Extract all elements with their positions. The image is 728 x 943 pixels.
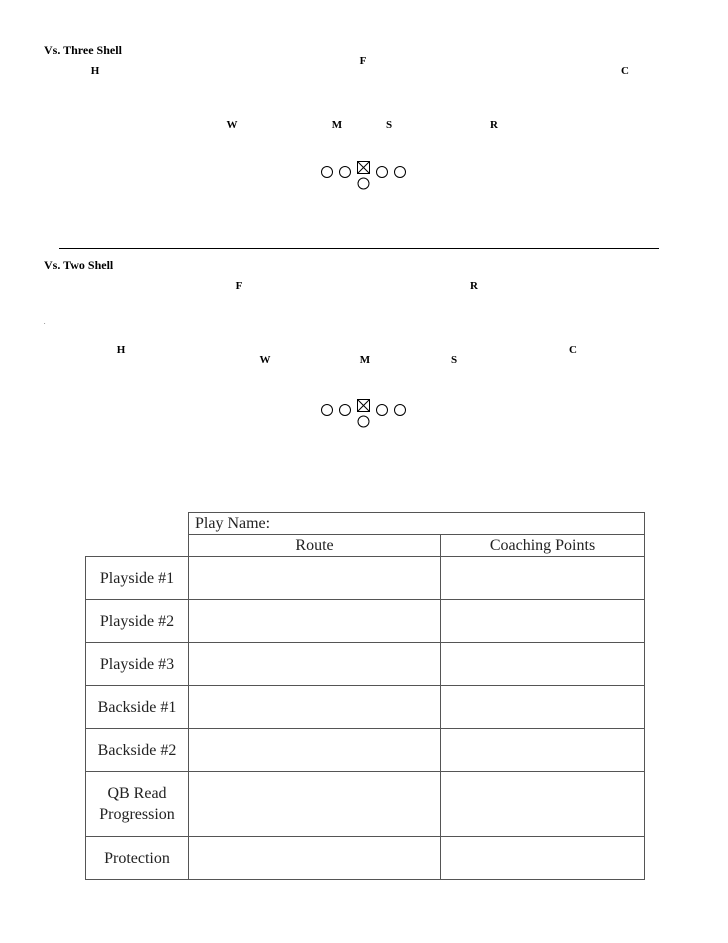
two-shell-f-label: F	[235, 280, 243, 292]
stray-mark: .	[44, 320, 46, 326]
route-column-header: Route	[189, 535, 441, 557]
table-row	[86, 643, 645, 686]
route-cell[interactable]	[189, 729, 441, 772]
coaching-points-cell[interactable]	[441, 772, 645, 837]
two-shell-r-label: R	[470, 280, 478, 292]
row-label-qb-read-progression: QB Read Progression	[86, 772, 189, 837]
play-name-field[interactable]: Play Name:	[189, 513, 645, 535]
quarterback-marker	[358, 178, 369, 189]
coaching-points-cell[interactable]	[441, 729, 645, 772]
three-shell-offensive-formation	[316, 157, 412, 193]
three-shell-w-label: W	[226, 119, 238, 131]
route-cell[interactable]	[189, 557, 441, 600]
three-shell-c-label: C	[621, 65, 629, 77]
row-label-backside-1: Backside #1	[86, 686, 189, 729]
table-row	[86, 686, 645, 729]
left-guard-marker	[340, 405, 351, 416]
row-label-playside-2: Playside #2	[86, 600, 189, 643]
two-shell-offensive-formation	[316, 395, 412, 431]
route-cell[interactable]	[189, 686, 441, 729]
two-shell-h-label: H	[116, 344, 126, 356]
coaching-points-column-header: Coaching Points	[441, 535, 645, 557]
play-name-row	[86, 513, 645, 535]
right-guard-marker	[377, 405, 388, 416]
row-label-playside-1: Playside #1	[86, 557, 189, 600]
route-cell[interactable]	[189, 600, 441, 643]
table-row	[86, 837, 645, 880]
route-cell[interactable]	[189, 837, 441, 880]
left-tackle-marker	[322, 167, 333, 178]
table-row	[86, 600, 645, 643]
two-shell-w-label: W	[259, 354, 271, 366]
center-marker-icon	[358, 162, 370, 174]
row-label-playside-3: Playside #3	[86, 643, 189, 686]
three-shell-s-label: S	[385, 119, 393, 131]
coaching-points-cell[interactable]	[441, 600, 645, 643]
corner-cell	[86, 513, 189, 557]
three-shell-h-label: H	[90, 65, 100, 77]
coaching-points-cell[interactable]	[441, 686, 645, 729]
play-sheet-table	[85, 512, 645, 880]
route-cell[interactable]	[189, 643, 441, 686]
two-shell-s-label: S	[450, 354, 458, 366]
two-shell-heading: Vs. Two Shell	[44, 258, 114, 272]
quarterback-marker	[358, 416, 369, 427]
right-tackle-marker	[395, 167, 406, 178]
center-marker-icon	[358, 400, 370, 412]
two-shell-c-label: C	[569, 344, 577, 356]
route-cell[interactable]	[189, 772, 441, 837]
left-tackle-marker	[322, 405, 333, 416]
coaching-points-cell[interactable]	[441, 643, 645, 686]
three-shell-r-label: R	[490, 119, 498, 131]
table-row	[86, 772, 645, 837]
coaching-points-cell[interactable]	[441, 837, 645, 880]
right-guard-marker	[377, 167, 388, 178]
table-row	[86, 729, 645, 772]
two-shell-m-label: M	[359, 354, 371, 366]
three-shell-f-label: F	[359, 55, 367, 67]
row-label-protection: Protection	[86, 837, 189, 880]
right-tackle-marker	[395, 405, 406, 416]
three-shell-m-label: M	[331, 119, 343, 131]
row-label-backside-2: Backside #2	[86, 729, 189, 772]
three-shell-heading: Vs. Three Shell	[44, 43, 122, 57]
table-row	[86, 557, 645, 600]
left-guard-marker	[340, 167, 351, 178]
section-divider	[59, 248, 659, 249]
coaching-points-cell[interactable]	[441, 557, 645, 600]
